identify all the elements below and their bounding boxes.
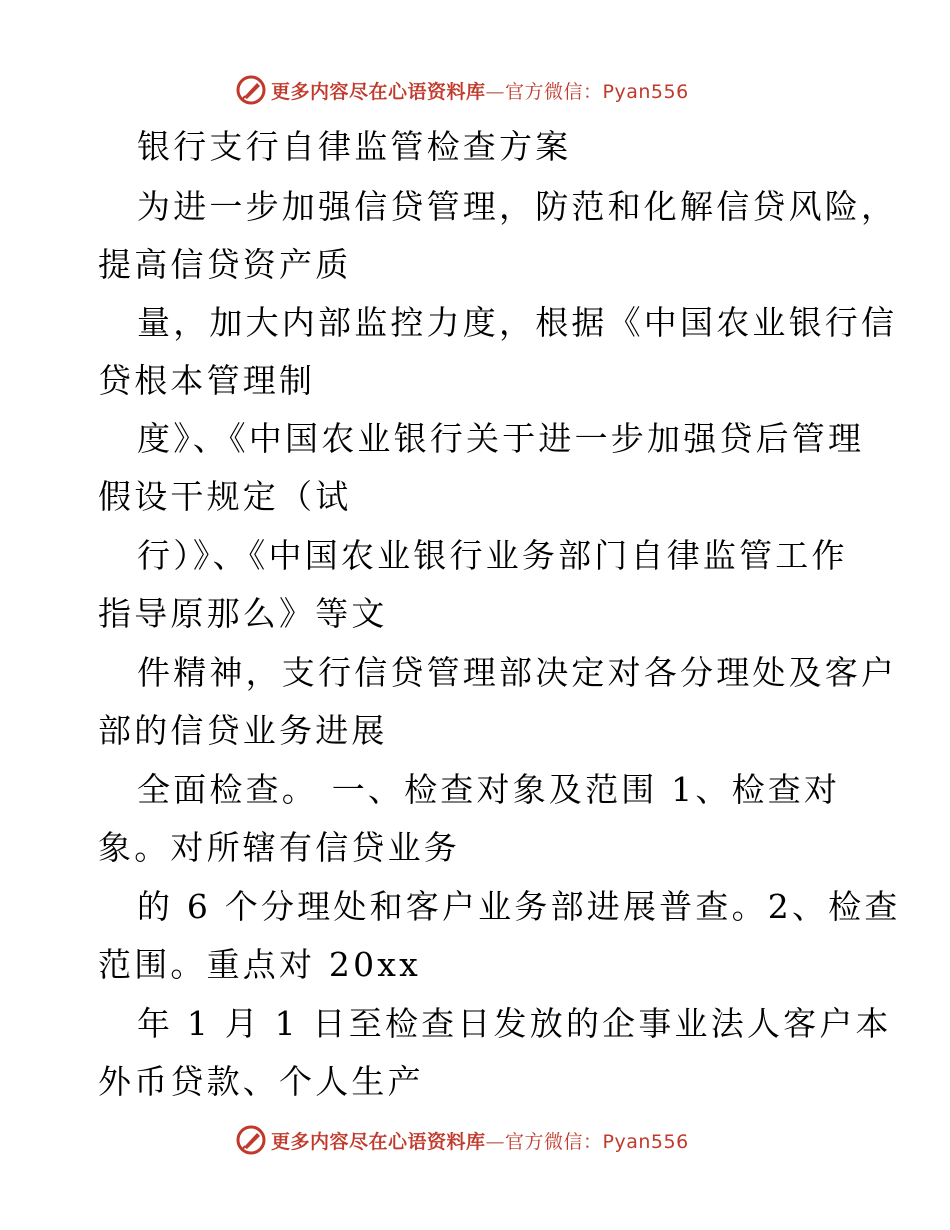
text-line: 量，加大内部监控力度，根据《中国农业银行信 [137, 303, 898, 342]
quill-logo-icon [235, 1124, 267, 1156]
watermark-brand: 更多内容尽在心语资料库 [271, 80, 486, 103]
footer-watermark [235, 1123, 689, 1157]
watermark-account: 官方微信：Pyan556 [505, 80, 689, 103]
watermark-separator: — [485, 80, 506, 103]
text-line: 外币贷款、个人生产 [98, 1062, 424, 1101]
text-line: 行）》、《中国农业银行业务部门自律监管工作 [137, 536, 848, 575]
text-line: 年 1 月 1 日至检查日发放的企事业法人客户本 [137, 1004, 892, 1043]
text-line: 指导原那么》等文 [98, 594, 388, 633]
text-line: 部的信贷业务进展 [98, 711, 388, 750]
text-line: 假设干规定（试 [98, 477, 352, 516]
header-watermark [235, 73, 689, 107]
document-title: 银行支行自律监管检查方案 [137, 127, 572, 166]
text-line: 范围。重点对 20xx [98, 945, 421, 984]
text-line: 贷根本管理制 [98, 361, 316, 400]
watermark-account: 官方微信：Pyan556 [505, 1130, 689, 1153]
quill-logo-icon [235, 74, 267, 106]
text-line: 全面检查。 一、检查对象及范围 1、检查对 [137, 770, 841, 809]
text-line: 为进一步加强信贷管理，防范和化解信贷风险， [137, 187, 898, 226]
text-line: 的 6 个分理处和客户业务部进展普查。2、检查 [137, 887, 901, 926]
watermark-separator: — [485, 1130, 506, 1153]
text-line: 象。对所辖有信贷业务 [98, 828, 460, 867]
watermark-brand: 更多内容尽在心语资料库 [271, 1130, 486, 1153]
text-line: 件精神，支行信贷管理部决定对各分理处及客户 [137, 653, 898, 692]
watermark-text [271, 1127, 689, 1154]
text-line: 度》、《中国农业银行关于进一步加强贷后管理 [137, 419, 865, 458]
watermark-text [271, 77, 689, 104]
text-line: 提高信贷资产质 [98, 245, 352, 284]
